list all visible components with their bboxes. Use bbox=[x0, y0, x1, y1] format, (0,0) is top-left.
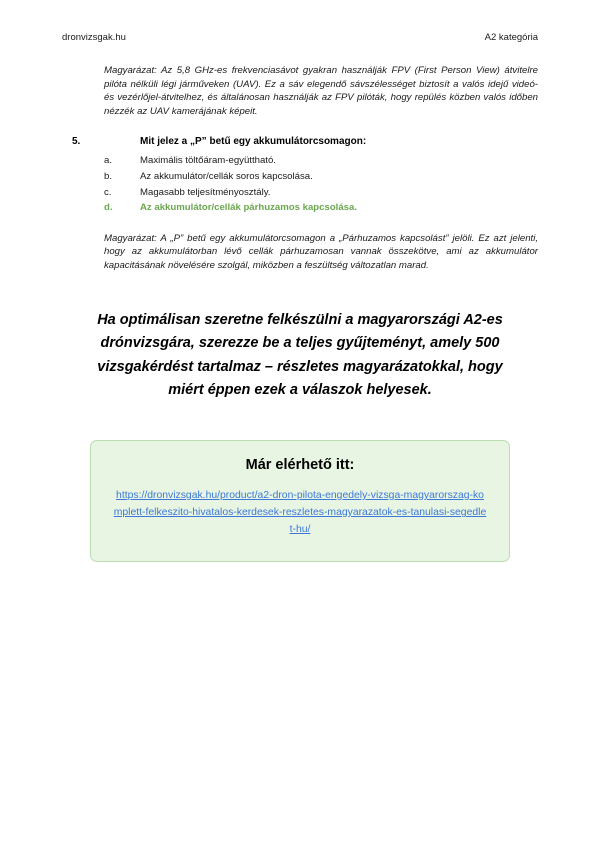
question-block bbox=[62, 136, 538, 215]
answer-option-b[interactable] bbox=[104, 169, 538, 185]
answer-label-b: b. bbox=[104, 170, 113, 182]
cta-title: Már elérhető itt: bbox=[245, 457, 355, 474]
answer-list bbox=[104, 153, 538, 215]
answer-option-d-correct[interactable] bbox=[104, 200, 538, 216]
answer-option-a[interactable] bbox=[104, 153, 538, 169]
page-content bbox=[62, 64, 538, 562]
cta-link[interactable]: https://dronvizsgak.hu/product/a2-dron-pilota-engedely-vizsga-magyarorszag-komplett-felkeszito-hivatalos-kerdesek-reszletes-magyarazatok-es-tanulasi-segedlet-hu/ bbox=[113, 490, 487, 536]
promo-text: Ha optimálisan szeretne felkészülni a magyarországi A2-es drónvizsgára, szerezze be a teljes gyűjteményt, amely 500 vizsgakérdést tartalmaz – részletes magyarázatokkal, hogy miért éppen ezek a válaszok helyesek. bbox=[97, 312, 503, 398]
answer-text-a: Maximális töltőáram-együttható. bbox=[140, 155, 276, 167]
explanation-answer: Magyarázat: A „P” betű egy akkumulátorcsomagon a „Párhuzamos kapcsolást” jelöli. Ez azt jelenti, hogy az akkumulátorban lévő cellák párhuzamosan vannak összekötve, ami az akkumulátor kapacitásának növelésére szolgál, miközben a feszültség változatlan marad. bbox=[104, 232, 538, 272]
answer-text-c: Magasabb teljesítményosztály. bbox=[140, 186, 271, 198]
cta-box bbox=[90, 440, 510, 561]
answer-text-d: Az akkumulátor/cellák párhuzamos kapcsolása. bbox=[140, 202, 358, 214]
answer-option-c[interactable] bbox=[104, 185, 538, 201]
header-site-name: dronvizsgak.hu bbox=[62, 32, 126, 43]
answer-text-b: Az akkumulátor/cellák soros kapcsolása. bbox=[140, 170, 313, 182]
page-header bbox=[62, 32, 538, 43]
question-number: 5. bbox=[72, 136, 81, 148]
answer-label-a: a. bbox=[104, 155, 113, 167]
explanation-top: Magyarázat: Az 5,8 GHz-es frekvenciasávot gyakran használják FPV (First Person View) átvitelre pilóta nélküli légi járműveken (UAV). Ez a sáv elegendő sávszélességet biztosít a valós idejű videó- és vezérlőjel-átvitelhez, és általánosan használják az FPV pilóták, hogy repülés közben valós időben nézzék az UAV kamerájának képeit. bbox=[104, 65, 538, 117]
answer-label-d: d. bbox=[104, 202, 113, 214]
header-category: A2 kategória bbox=[484, 32, 538, 43]
answer-label-c: c. bbox=[104, 186, 112, 198]
question-text: Mit jelez a „P” betű egy akkumulátorcsomagon: bbox=[140, 136, 367, 148]
